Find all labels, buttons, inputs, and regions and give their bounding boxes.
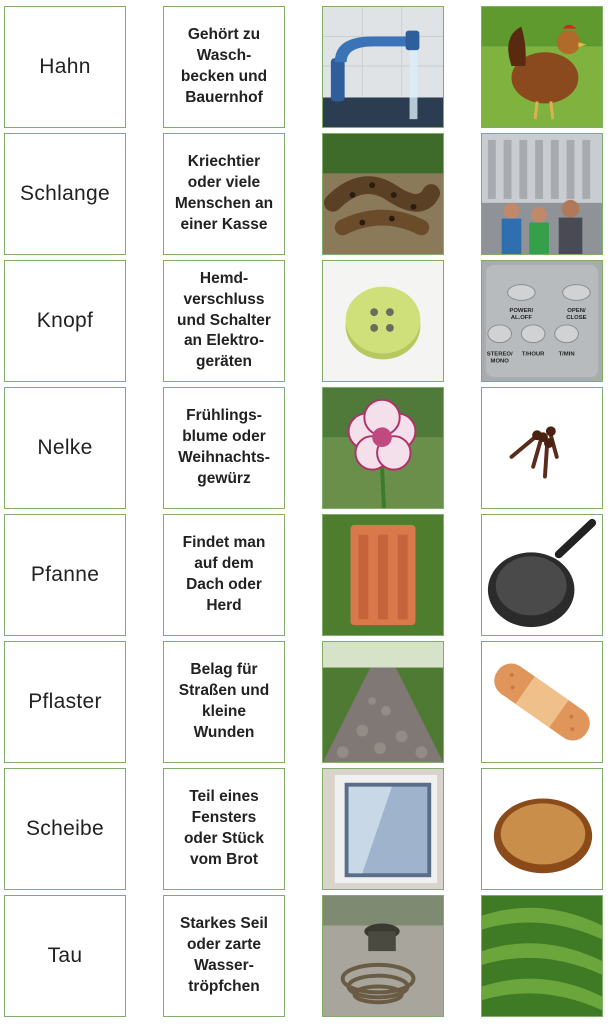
clue-text: Gehört zu Wasch- becken und Bauernhof bbox=[180, 26, 268, 106]
word-label: Knopf bbox=[36, 309, 94, 332]
rope-bollard-image[interactable] bbox=[322, 895, 444, 1017]
cloves-spice-image[interactable] bbox=[481, 387, 603, 509]
word-card-tau[interactable] bbox=[4, 895, 126, 1017]
frying-pan-illustration bbox=[482, 515, 602, 635]
clue-text: Teil eines Fensters oder Stück vom Brot bbox=[183, 788, 265, 868]
crowd-illustration bbox=[482, 134, 602, 254]
clue-text: Kriechtier oder viele Menschen an einer Kasse bbox=[174, 153, 274, 233]
snake-illustration bbox=[323, 134, 443, 254]
bread-slice-image[interactable] bbox=[481, 768, 603, 890]
word-card-nelke[interactable] bbox=[4, 387, 126, 509]
clue-text: Starkes Seil oder zarte Wasser- tröpfchen bbox=[180, 915, 268, 995]
carnation-flower-image[interactable] bbox=[322, 387, 444, 509]
dewy-grass-image[interactable] bbox=[481, 895, 603, 1017]
device-label-open-close: OPEN/ CLOSE bbox=[566, 308, 587, 322]
cloves-illustration bbox=[482, 388, 602, 508]
clue-text: Findet man auf dem Dach oder Herd bbox=[182, 534, 266, 614]
word-label: Scheibe bbox=[26, 817, 104, 840]
word-card-pflaster[interactable] bbox=[4, 641, 126, 763]
rooster-image[interactable] bbox=[481, 6, 603, 128]
clue-card-pfanne[interactable] bbox=[163, 514, 285, 636]
bandage-illustration bbox=[482, 642, 602, 762]
device-label-power: POWER/ AL.OFF bbox=[509, 308, 534, 322]
rooster-illustration bbox=[482, 7, 602, 127]
word-label: Hahn bbox=[39, 55, 91, 78]
clue-text: Hemd- verschluss und Schalter an Elektro- geräten bbox=[177, 269, 271, 371]
device-label-thour: T/HOUR bbox=[521, 351, 545, 358]
word-label: Pfanne bbox=[30, 563, 100, 586]
carnation-illustration bbox=[323, 388, 443, 508]
word-label: Schlange bbox=[20, 182, 110, 205]
word-label: Pflaster bbox=[28, 690, 102, 713]
device-label-tmin: T/MIN bbox=[558, 351, 575, 358]
device-label-stereo-mono: STEREO/ MONO bbox=[486, 351, 513, 365]
roof-tile-image[interactable] bbox=[322, 514, 444, 636]
word-label: Nelke bbox=[37, 436, 93, 459]
cobblestone-road-image[interactable] bbox=[322, 641, 444, 763]
word-card-schlange[interactable] bbox=[4, 133, 126, 255]
faucet-image[interactable] bbox=[322, 6, 444, 128]
rope-illustration bbox=[323, 896, 443, 1016]
window-illustration bbox=[323, 769, 443, 889]
device-buttons-image[interactable] bbox=[481, 260, 603, 382]
clue-card-tau[interactable] bbox=[163, 895, 285, 1017]
snake-image[interactable] bbox=[322, 133, 444, 255]
button-illustration bbox=[323, 261, 443, 381]
cobblestone-illustration bbox=[323, 642, 443, 762]
clue-card-pflaster[interactable] bbox=[163, 641, 285, 763]
clue-card-schlange[interactable] bbox=[163, 133, 285, 255]
bread-illustration bbox=[482, 769, 602, 889]
bandage-plaster-image[interactable] bbox=[481, 641, 603, 763]
queue-crowd-image[interactable] bbox=[481, 133, 603, 255]
clue-card-knopf[interactable] bbox=[163, 260, 285, 382]
device-panel-illustration bbox=[482, 261, 602, 381]
word-label: Tau bbox=[47, 944, 83, 967]
memory-card-grid bbox=[4, 6, 603, 1017]
word-card-knopf[interactable] bbox=[4, 260, 126, 382]
word-card-scheibe[interactable] bbox=[4, 768, 126, 890]
clue-text: Belag für Straßen und kleine Wunden bbox=[178, 661, 270, 741]
window-pane-image[interactable] bbox=[322, 768, 444, 890]
clue-card-scheibe[interactable] bbox=[163, 768, 285, 890]
dew-grass-illustration bbox=[482, 896, 602, 1016]
clue-card-hahn[interactable] bbox=[163, 6, 285, 128]
faucet-illustration bbox=[323, 7, 443, 127]
sewing-button-image[interactable] bbox=[322, 260, 444, 382]
word-card-pfanne[interactable] bbox=[4, 514, 126, 636]
clue-text: Frühlings- blume oder Weihnachts- gewürz bbox=[178, 407, 270, 487]
clue-card-nelke[interactable] bbox=[163, 387, 285, 509]
roof-tile-illustration bbox=[323, 515, 443, 635]
frying-pan-image[interactable] bbox=[481, 514, 603, 636]
word-card-hahn[interactable] bbox=[4, 6, 126, 128]
